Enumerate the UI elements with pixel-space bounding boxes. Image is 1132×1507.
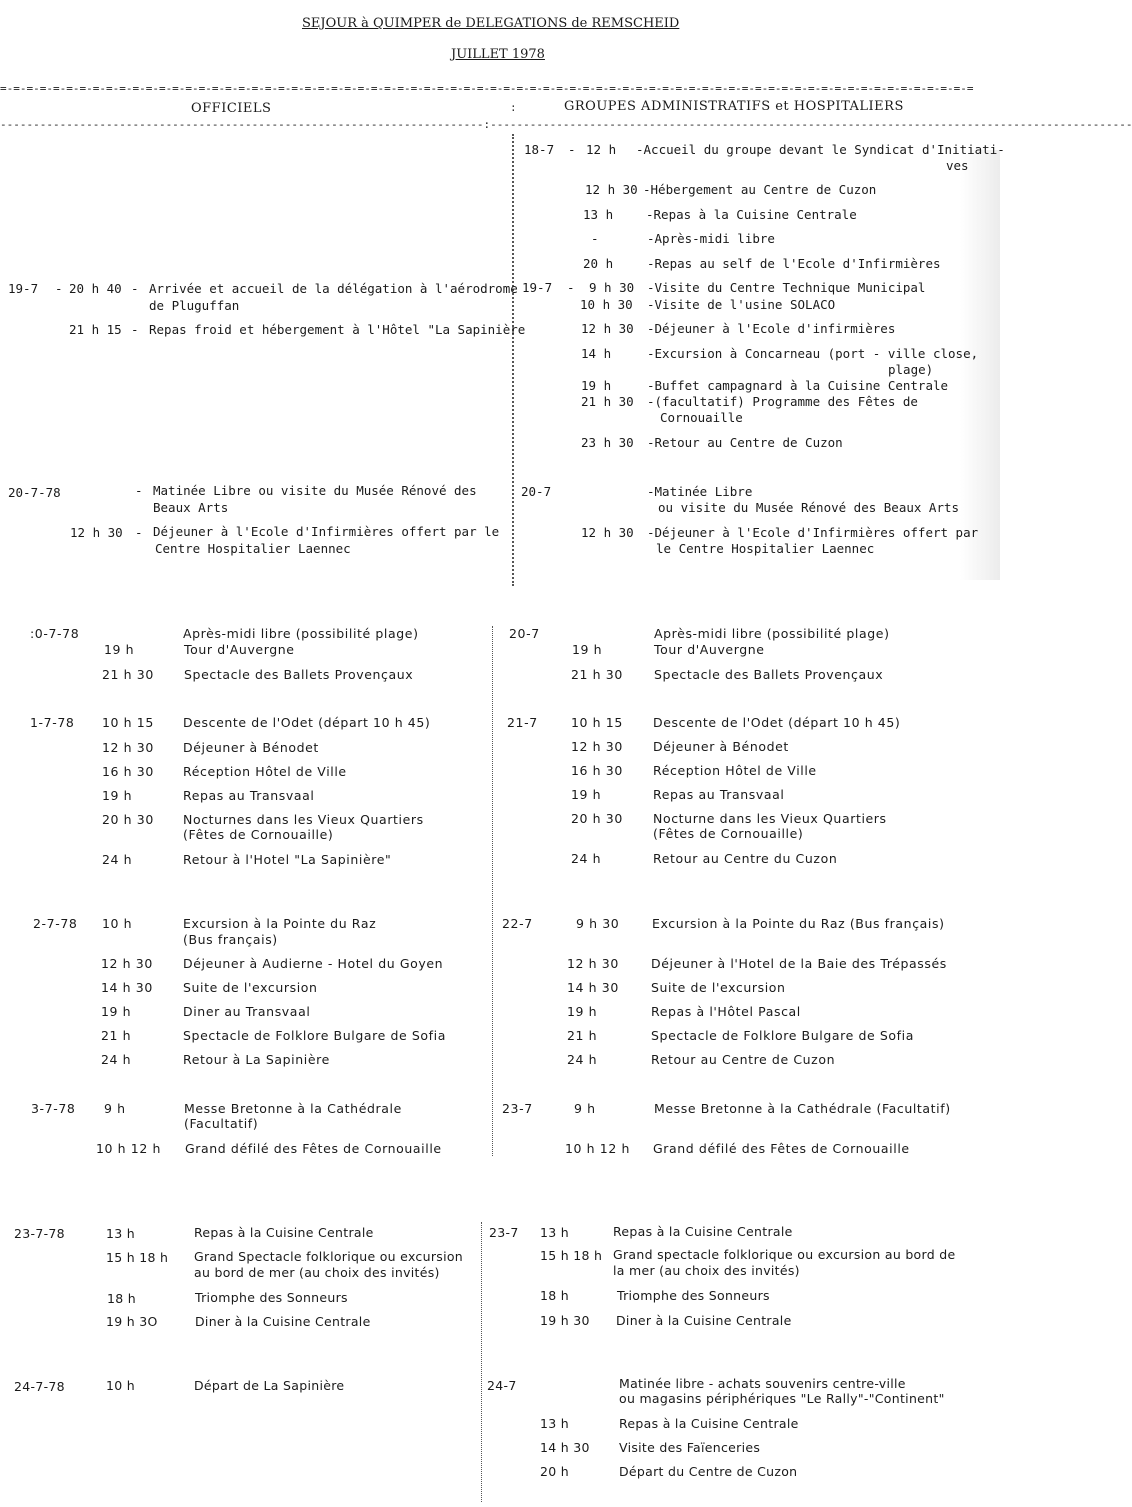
activity: Repas à la Cuisine Centrale: [619, 1416, 799, 1431]
activity: -Accueil du groupe devant le Syndicat d'Initiati-: [636, 142, 1005, 157]
activity: Visite des Faïenceries: [619, 1440, 761, 1455]
activity: Matinée Libre ou visite du Musée Rénové des: [153, 483, 477, 498]
activity-cont: (Fêtes de Cornouaille): [653, 826, 804, 841]
time: 20 h: [583, 256, 614, 271]
column-divider-line-top: [512, 134, 516, 586]
time: 19 h: [567, 1004, 598, 1019]
activity: Spectacle des Ballets Provençaux: [184, 667, 414, 682]
time: 19 h 3O: [106, 1314, 158, 1329]
dash: -: [568, 142, 576, 157]
activity: Nocturne dans les Vieux Quartiers: [653, 811, 887, 826]
time: 21 h: [101, 1028, 132, 1043]
activity: Après-midi libre (possibilité plage): [183, 626, 419, 641]
time: 19 h: [101, 1004, 132, 1019]
time: 13 h: [540, 1225, 570, 1240]
date: 19-7: [522, 280, 553, 295]
time: 10 h 12 h: [96, 1141, 161, 1156]
time: 14 h: [581, 346, 612, 361]
column-divider-line-bottom: [481, 1222, 484, 1502]
activity: -Excursion à Concarneau (port - ville close,: [647, 346, 979, 361]
time: 12 h 30: [567, 956, 619, 971]
activity: -Repas à la Cuisine Centrale: [646, 207, 857, 222]
activity: Suite de l'excursion: [183, 980, 318, 995]
activity: Réception Hôtel de Ville: [183, 764, 347, 779]
activity-cont: Centre Hospitalier Laennec: [155, 541, 351, 556]
activity: Déjeuner à Bénodet: [183, 740, 319, 755]
dash: -: [131, 281, 139, 296]
column-header-officiels: OFFICIELS: [191, 101, 272, 116]
activity: Tour d'Auvergne: [184, 642, 295, 657]
date: 1-7-78: [30, 715, 75, 730]
time: 20 h 30: [571, 811, 623, 826]
activity-cont: ou visite du Musée Rénové des Beaux Arts: [658, 500, 960, 515]
activity: Spectacle de Folklore Bulgare de Sofia: [183, 1028, 446, 1043]
time: 15 h 18 h: [540, 1248, 603, 1263]
activity: -Déjeuner à l'Ecole d'Infirmières offert par: [647, 525, 979, 540]
time: 21 h: [567, 1028, 598, 1043]
time: 13 h: [540, 1416, 570, 1431]
time: 14 h 30: [567, 980, 619, 995]
page-title: SEJOUR à QUIMPER de DELEGATIONS de REMSCHEID: [302, 16, 680, 31]
time: 12 h 30: [102, 740, 154, 755]
activity: -Après-midi libre: [647, 231, 775, 246]
activity: -Repas au self de l'Ecole d'Infirmières: [647, 256, 941, 271]
time: 18 h: [107, 1291, 137, 1306]
activity: Messe Bretonne à la Cathédrale (Facultatif): [654, 1101, 951, 1116]
time: 20 h 40: [69, 281, 122, 296]
activity: Tour d'Auvergne: [654, 642, 765, 657]
activity: Matinée libre - achats souvenirs centre-ville: [619, 1376, 906, 1391]
activity: Déjeuner à Bénodet: [653, 739, 789, 754]
date: 24-7: [487, 1378, 517, 1393]
separator-top: =-=-=-=-=-=-=-=-=-=-=-=-=-=-=-=-=-=-=-=-=-=-=-=-=-=-=-=-=-=-=-=-=-=-=-=-=-=-=-=-=-=-=-=-=-=-=-=-=-=-=-=-=-=-=-=-=-=-=-=-=-=-=-=-=-=-=-=-=-=-=-=-=-=: [0, 82, 974, 95]
activity: Diner à la Cuisine Centrale: [616, 1313, 792, 1328]
activity: Descente de l'Odet (départ 10 h 45): [653, 715, 901, 730]
date: 20-7: [509, 626, 540, 641]
date: 20-7-78: [8, 485, 61, 500]
activity-cont: de Pluguffan: [149, 298, 240, 313]
dash: -: [135, 483, 143, 498]
activity: Repas au Transvaal: [653, 787, 785, 802]
date: 22-7: [502, 916, 533, 931]
dash: -: [55, 281, 63, 296]
time: 14 h 30: [540, 1440, 590, 1455]
activity: Suite de l'excursion: [651, 980, 786, 995]
time: 10 h: [102, 916, 133, 931]
activity: Descente de l'Odet (départ 10 h 45): [183, 715, 431, 730]
time: 12 h 30: [70, 525, 123, 540]
activity: Repas à l'Hôtel Pascal: [651, 1004, 801, 1019]
separator-bottom: -------------------------------------------------------------------------:-------------------------------------------------------------------------------------------------: [0, 118, 1132, 131]
time: 19 h: [571, 787, 602, 802]
activity: Diner à la Cuisine Centrale: [195, 1314, 371, 1329]
date: 18-7: [524, 142, 555, 157]
date: 23-7: [489, 1225, 519, 1240]
time: 10 h: [106, 1378, 136, 1393]
dash: -: [567, 280, 575, 295]
date: :0-7-78: [30, 626, 80, 641]
activity: Déjeuner à l'Hotel de la Baie des Trépassés: [651, 956, 947, 971]
date: 2-7-78: [33, 916, 78, 931]
dash: -: [131, 322, 139, 337]
activity: Repas au Transvaal: [183, 788, 315, 803]
time: 19 h: [572, 642, 603, 657]
time: 19 h: [102, 788, 133, 803]
activity: -Retour au Centre de Cuzon: [647, 435, 843, 450]
time: -: [591, 231, 599, 246]
time: 9 h 30: [589, 280, 635, 295]
date: 20-7: [521, 484, 552, 499]
time: 13 h: [583, 207, 614, 222]
time: 19 h 30: [540, 1313, 590, 1328]
time: 10 h 12 h: [565, 1141, 630, 1156]
time: 14 h 30: [101, 980, 153, 995]
time: 12 h 30: [585, 182, 638, 197]
time: 12 h 30: [101, 956, 153, 971]
activity: Déjeuner à l'Ecole d'Infirmières offert par le: [153, 524, 500, 539]
activity: -Matinée Libre: [647, 484, 753, 499]
activity: -Buffet campagnard à la Cuisine Centrale: [647, 378, 949, 393]
activity: Spectacle des Ballets Provençaux: [654, 667, 884, 682]
time: 10 h 30: [580, 297, 633, 312]
activity: Repas à la Cuisine Centrale: [613, 1224, 793, 1239]
time: 13 h: [106, 1226, 136, 1241]
time: 10 h 15: [571, 715, 623, 730]
time: 12 h 30: [581, 525, 634, 540]
activity: Triomphe des Sonneurs: [195, 1290, 348, 1305]
activity-cont: ou magasins périphériques "Le Rally"-"Continent": [619, 1391, 945, 1406]
activity-cont: Beaux Arts: [153, 500, 229, 515]
activity: Arrivée et accueil de la délégation à l'aérodrome: [149, 281, 518, 296]
activity: Départ de La Sapinière: [194, 1378, 345, 1393]
activity-cont: (Fêtes de Cornouaille): [183, 827, 334, 842]
activity: Réception Hôtel de Ville: [653, 763, 817, 778]
activity: Retour à La Sapinière: [183, 1052, 330, 1067]
activity-cont: (Facultatif): [184, 1116, 259, 1131]
time: 12 h: [586, 142, 617, 157]
page-subtitle: JUILLET 1978: [451, 47, 545, 62]
time: 24 h: [567, 1052, 598, 1067]
activity-cont: (Bus français): [183, 932, 278, 947]
activity: Nocturnes dans les Vieux Quartiers: [183, 812, 424, 827]
time: 20 h: [540, 1464, 570, 1479]
activity-cont: plage): [888, 362, 934, 377]
activity: Grand Spectacle folklorique ou excursion: [194, 1249, 464, 1264]
column-divider-line-mid: [492, 626, 495, 1156]
dash: -: [135, 525, 143, 540]
time: 9 h: [574, 1101, 596, 1116]
activity: -Visite de l'usine SOLACO: [647, 297, 836, 312]
activity: -Déjeuner à l'Ecole d'infirmières: [647, 321, 896, 336]
page-edge-shadow: [960, 150, 1000, 580]
time: 15 h 18 h: [106, 1250, 169, 1265]
column-divider: :: [510, 101, 517, 114]
time: 19 h: [581, 378, 612, 393]
activity: Retour au Centre de Cuzon: [651, 1052, 836, 1067]
time: 9 h 30: [576, 916, 620, 931]
date: 19-7: [8, 281, 39, 296]
activity: Excursion à la Pointe du Raz (Bus français): [652, 916, 945, 931]
date: 24-7-78: [14, 1379, 65, 1394]
activity: Repas à la Cuisine Centrale: [194, 1225, 374, 1240]
time: 24 h: [571, 851, 602, 866]
time: 9 h: [104, 1101, 126, 1116]
activity-cont: Cornouaille: [660, 410, 743, 425]
activity-cont: au bord de mer (au choix des invités): [194, 1265, 440, 1280]
activity: Repas froid et hébergement à l'Hôtel "La Sapinière: [149, 322, 526, 337]
time: 21 h 30: [571, 667, 623, 682]
time: 16 h 30: [571, 763, 623, 778]
activity: Départ du Centre de Cuzon: [619, 1464, 798, 1479]
date: 3-7-78: [31, 1101, 76, 1116]
activity: Retour au Centre du Cuzon: [653, 851, 838, 866]
activity: Spectacle de Folklore Bulgare de Sofia: [651, 1028, 914, 1043]
time: 23 h 30: [581, 435, 634, 450]
activity-cont: ves: [946, 158, 969, 173]
time: 12 h 30: [581, 321, 634, 336]
time: 21 h 30: [102, 667, 154, 682]
time: 21 h 30: [581, 394, 634, 409]
activity: Après-midi libre (possibilité plage): [654, 626, 890, 641]
time: 24 h: [102, 852, 133, 867]
date: 23-7: [502, 1101, 533, 1116]
activity: -Visite du Centre Technique Municipal: [647, 280, 926, 295]
time: 16 h 30: [102, 764, 154, 779]
activity: Diner au Transvaal: [183, 1004, 311, 1019]
activity: Messe Bretonne à la Cathédrale: [184, 1101, 402, 1116]
column-header-groupes: GROUPES ADMINISTRATIFS et HOSPITALIERS: [564, 99, 904, 114]
time: 12 h 30: [571, 739, 623, 754]
time: 10 h 15: [102, 715, 154, 730]
time: 24 h: [101, 1052, 132, 1067]
time: 19 h: [104, 642, 135, 657]
activity: Excursion à la Pointe du Raz: [183, 916, 377, 931]
activity: -(facultatif) Programme des Fêtes de: [647, 394, 918, 409]
activity: Retour à l'Hotel "La Sapinière": [183, 852, 392, 867]
time: 18 h: [540, 1288, 570, 1303]
activity: Triomphe des Sonneurs: [617, 1288, 770, 1303]
time: 21 h 15: [69, 322, 122, 337]
activity-cont: le Centre Hospitalier Laennec: [656, 541, 875, 556]
activity: Grand spectacle folklorique ou excursion au bord de: [613, 1247, 956, 1262]
activity: Grand défilé des Fêtes de Cornouaille: [185, 1141, 442, 1156]
activity: Grand défilé des Fêtes de Cornouaille: [653, 1141, 910, 1156]
date: 21-7: [507, 715, 538, 730]
activity: -Hébergement au Centre de Cuzon: [643, 182, 877, 197]
activity-cont: la mer (au choix des invités): [613, 1263, 800, 1278]
date: 23-7-78: [14, 1226, 65, 1241]
activity: Déjeuner à Audierne - Hotel du Goyen: [183, 956, 444, 971]
time: 20 h 30: [102, 812, 154, 827]
